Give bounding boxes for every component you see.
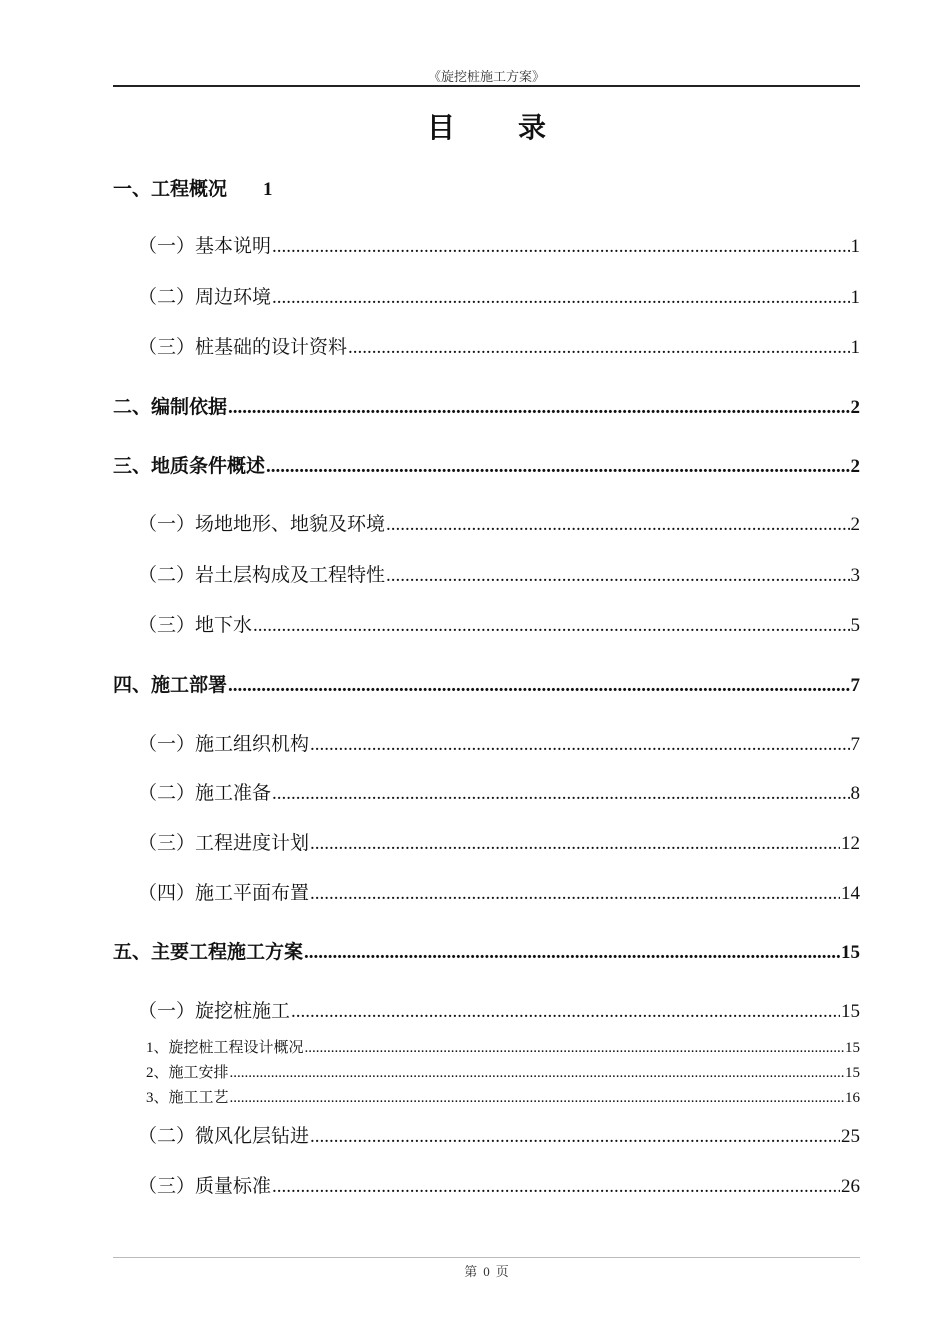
toc-label: （三）桩基础的设计资料 (138, 337, 348, 358)
toc-page: 7 (850, 675, 860, 696)
toc-subsection[interactable] (138, 996, 860, 1023)
toc-leader (304, 942, 840, 964)
toc-section-5[interactable] (113, 937, 860, 964)
toc-leader (310, 734, 849, 756)
toc-subsection[interactable] (138, 729, 860, 756)
toc-label: （三）质量标准 (138, 1176, 272, 1197)
toc-label: （二）岩土层构成及工程特性 (138, 565, 386, 586)
toc-leader (272, 287, 849, 309)
toc-page: 8 (850, 783, 860, 804)
toc-page: 2 (850, 456, 860, 477)
toc-page: 16 (845, 1090, 860, 1106)
toc-leader (386, 565, 849, 587)
toc-page: 15 (845, 1040, 860, 1056)
toc-label: 二、编制依据 (113, 397, 228, 418)
toc-label: 3、施工工艺 (146, 1090, 229, 1106)
toc-page: 5 (850, 615, 860, 636)
toc-subsection[interactable] (138, 1121, 860, 1148)
toc-leader (230, 1065, 844, 1082)
toc-leader (266, 456, 849, 478)
toc-item[interactable] (146, 1086, 860, 1107)
toc-subsection[interactable] (138, 332, 860, 359)
toc-section-2[interactable] (113, 392, 860, 419)
toc-label: （一）场地地形、地貌及环境 (138, 514, 386, 535)
toc-subsection[interactable] (138, 560, 860, 587)
footer-page-number: 0 (483, 1264, 490, 1279)
toc-page: 14 (841, 883, 860, 904)
toc-leader (272, 236, 849, 258)
toc-label: 1、旋挖桩工程设计概况 (146, 1040, 304, 1056)
toc-subsection[interactable] (138, 509, 860, 536)
toc-page: 15 (841, 1001, 860, 1022)
toc-leader (253, 615, 849, 637)
toc-leader (272, 783, 849, 805)
toc-item[interactable] (146, 1036, 860, 1057)
toc-label: 三、地质条件概述 (113, 456, 266, 477)
running-header: 《旋挖桩施工方案》 (427, 69, 545, 84)
header-rule (113, 85, 860, 87)
footer-prefix: 第 (464, 1264, 478, 1279)
toc-page: 2 (850, 514, 860, 535)
toc-leader (230, 1090, 844, 1107)
toc-page: 12 (841, 833, 860, 854)
toc-label: （一）旋挖桩施工 (138, 1001, 291, 1022)
toc-leader (348, 337, 849, 359)
toc-subsection[interactable] (138, 282, 860, 309)
toc-subsection[interactable] (138, 1171, 860, 1198)
toc-subsection[interactable] (138, 828, 860, 855)
footer-rule (113, 1257, 860, 1258)
toc-leader (310, 1126, 840, 1148)
toc-label: 2、施工安排 (146, 1065, 229, 1081)
toc-page: 1 (850, 236, 860, 257)
toc-label: （一）施工组织机构 (138, 734, 310, 755)
toc-label: （二）施工准备 (138, 783, 272, 804)
toc-section-3[interactable] (113, 451, 860, 478)
toc-subsection[interactable] (138, 610, 860, 637)
toc-page: 7 (850, 734, 860, 755)
toc-label: 四、施工部署 (113, 675, 228, 696)
toc-leader (228, 675, 849, 697)
toc-label: 一、工程概况 (113, 179, 228, 200)
toc-label: （二）周边环境 (138, 287, 272, 308)
toc-leader (310, 883, 840, 905)
toc-page: 1 (263, 179, 273, 200)
toc-item[interactable] (146, 1061, 860, 1082)
toc-leader (228, 397, 849, 419)
toc-subsection[interactable] (138, 231, 860, 258)
footer-suffix: 页 (495, 1264, 509, 1279)
toc-label: （三）工程进度计划 (138, 833, 310, 854)
toc-page: 26 (841, 1176, 860, 1197)
toc-leader (291, 1001, 840, 1023)
toc-label: 五、主要工程施工方案 (113, 942, 304, 963)
toc-page: 1 (850, 287, 860, 308)
toc-subsection[interactable] (138, 878, 860, 905)
toc-page: 25 (841, 1126, 860, 1147)
toc-section-1[interactable] (113, 174, 273, 201)
toc-leader (305, 1040, 844, 1057)
toc-label: （三）地下水 (138, 615, 253, 636)
toc-subsection[interactable] (138, 778, 860, 805)
toc-label: （四）施工平面布置 (138, 883, 310, 904)
toc-leader (272, 1176, 840, 1198)
toc-label: （二）微风化层钻进 (138, 1126, 310, 1147)
page-footer (113, 1261, 860, 1280)
toc-page: 3 (850, 565, 860, 586)
toc-title: 目 录 (426, 113, 574, 144)
toc-page: 15 (845, 1065, 860, 1081)
toc-page: 15 (841, 942, 860, 963)
toc-label: （一）基本说明 (138, 236, 272, 257)
toc-page: 2 (850, 397, 860, 418)
toc-section-4[interactable] (113, 670, 860, 697)
toc-leader (386, 514, 849, 536)
toc-page: 1 (850, 337, 860, 358)
toc-leader (310, 833, 840, 855)
